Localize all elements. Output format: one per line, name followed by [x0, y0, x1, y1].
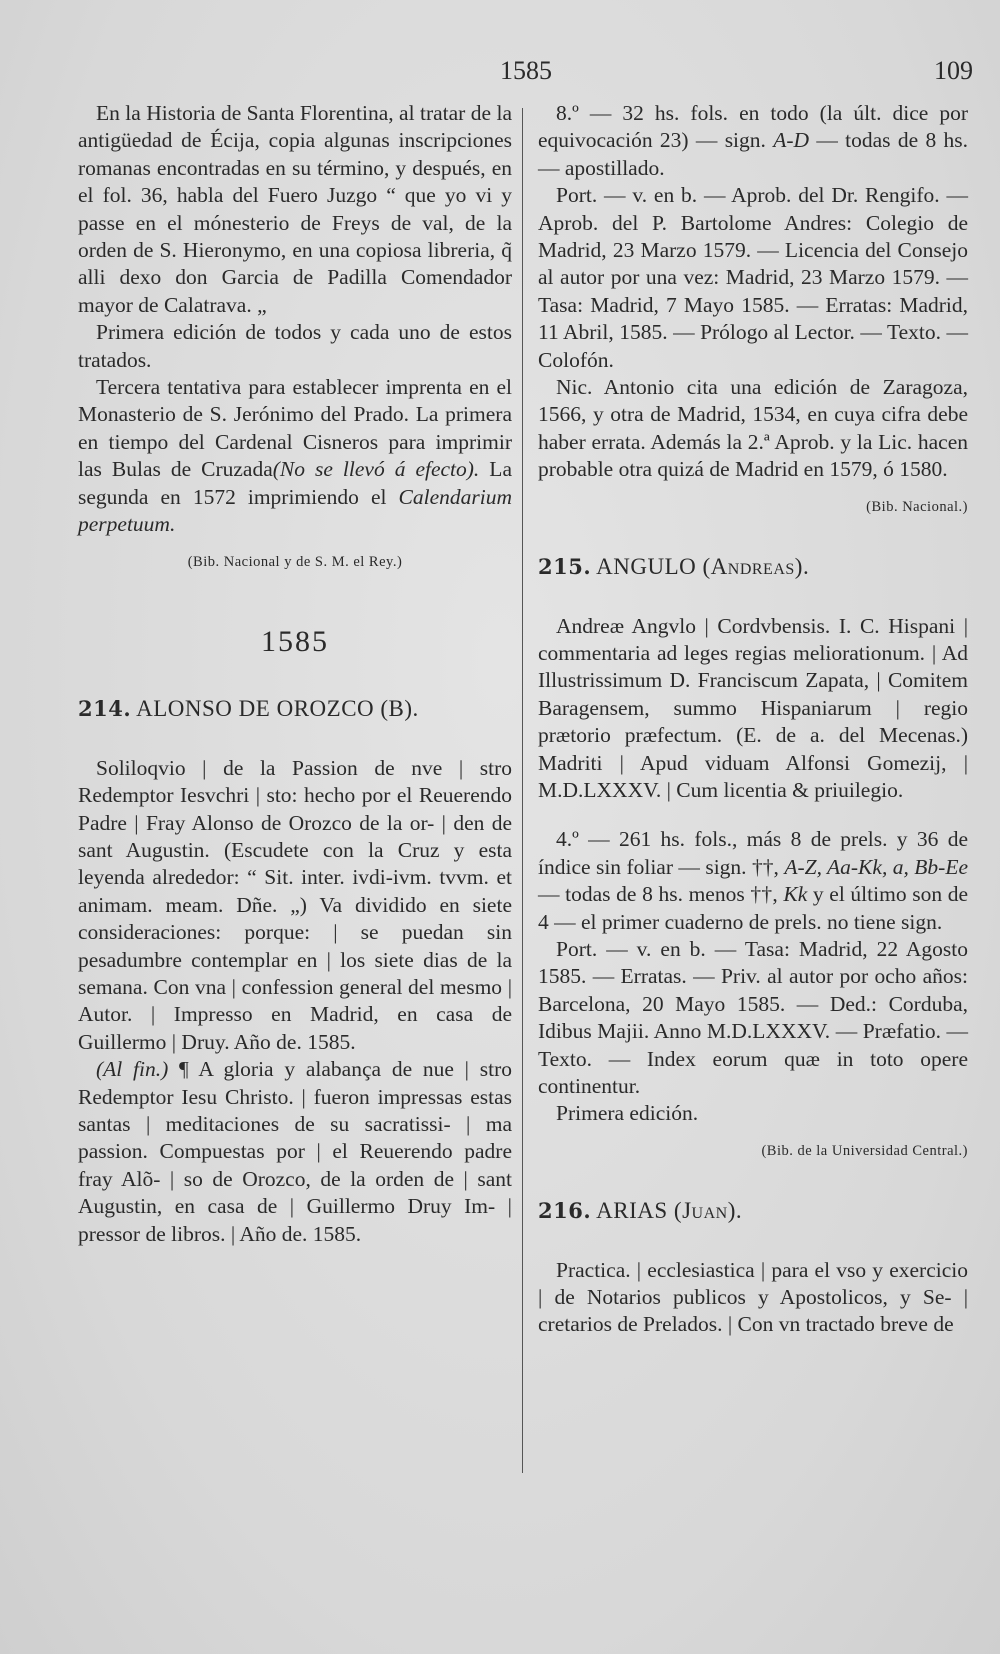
- entry-215-signature-kk: Kk: [783, 882, 808, 907]
- entry-215-collation-text-2: — todas de 8 hs. menos ††,: [538, 882, 784, 907]
- column-divider: [522, 108, 523, 1473]
- entry-216-author-close: ).: [727, 1198, 743, 1224]
- year-heading: 1585: [261, 624, 329, 658]
- entry-215-first-edition: Primera edición.: [556, 1101, 699, 1126]
- entry-216-title: Practica. | ecclesiastica | para el vso y exercicio | de Notarios publicos y Apostolicos, y Se- | cretarios de Prelados. | Con vn tractado breve de: [538, 1257, 968, 1337]
- entry-214-notes: Nic. Antonio cita una edición de Zaragoza, 1566, y otra de Madrid, 1534, en cuya cifra debe haber errata. Además la 2.ª Aprob. y la Lic. hacen probable otra quizá de Madrid en 1579, ó 1580.: [538, 375, 968, 482]
- entry-214-contents: Port. — v. en b. — Aprob. del Dr. Rengifo. — Aprob. del P. Bartolome Andres: Colegio de Madrid, 23 Marzo 1579. — Licencia del Consejo al autor por una vez: Madrid, 23 Marzo 1579. — Tasa: Madrid, 7 Mayo 1585. — Erratas: Madrid, 11 Abril, 1585. — Prólogo al Lector. — Texto. — Colofón.: [538, 183, 968, 372]
- library-note-3: (Bib. de la Universidad Central.): [761, 1142, 968, 1159]
- entry-215-contents: Port. — v. en b. — Tasa: Madrid, 22 Agosto 1585. — Erratas. — Priv. al autor por ocho años: Barcelona, 20 Mayo 1585. — Ded.: Corduba, Idibus Majii. Anno M.D.LXXXV. — Præfatio. — Texto. — Index eorum quæ in toto opere continentur.: [538, 936, 968, 1098]
- entry-216-author: [596, 1198, 742, 1223]
- entry-215-title: Andreæ Angvlo | Cordvbensis. I. C. Hispani | commentaria ad leges regias meliorationum. | Ad Illustrissimum D. Franciscum Zapata, | Comitem Baragensem, summo Hispaniarum | regio prætorio præfectum. (E. de a. del Mecenas.) Madriti | Apud viduam Alfonsi Gomezij, | M.D.LXXXV. | Cum licentia & priuilegio.: [538, 613, 968, 802]
- collation-text: 8.º — 32 hs. fols. en todo (la últ. dice por equivocación 23) — sign.: [538, 101, 968, 153]
- entry-214-collation: [538, 100, 968, 182]
- collation-signature: A-D: [773, 128, 810, 153]
- entry-214-author: ALONSO DE OROZCO (B).: [136, 696, 419, 722]
- entry-215-collation-text: 4.º — 261 hs. fols., más 8 de prels. y 36 de índice sin foliar — sign. ††,: [538, 827, 968, 879]
- entry-215-author: [596, 554, 809, 579]
- printing-attempt-paragraph: [78, 374, 512, 538]
- running-head-year: 1585: [500, 56, 552, 85]
- running-head: [0, 56, 1000, 92]
- left-column: [78, 100, 512, 1248]
- entry-216-author-surname: ARIAS (: [596, 1198, 683, 1224]
- first-edition-note: Primera edición de todos y cada uno de estos tratados.: [78, 320, 512, 372]
- florentina-paragraph: En la Historia de Santa Florentina, al tratar de la antigüedad de Écija, copia algunas inscripciones romanas encontradas en su término, y después, en el fol. 36, habla del Fuero Juzgo “ que yo vi y passe en el mónesterio de Freys de val, de la orden de S. Hieronymo, en una copiosa libreria, q̃ alli dexo don Garcia de Padilla Comendador mayor de Calatrava. „: [78, 101, 512, 317]
- entry-215-heading: [538, 553, 968, 580]
- colophon-text: ¶ A gloria y alabança de nue | stro Redemptor Iesu Christo. | fueron impressas estas santas | meditaciones de su sacratissi- | ma passion. Compuestas por | el Reuerendo padre fray Alõ- | so de Orozco, de la orden de | sant Augustin, en casa de | Guillermo Druy Im- | pressor de libros. | Año de. 1585.: [78, 1057, 513, 1246]
- right-column: [538, 100, 968, 1339]
- entry-214-heading: [78, 695, 512, 722]
- entry-215-number: 215.: [538, 554, 592, 580]
- entry-214-colophon: [78, 1056, 512, 1248]
- entry-214-title: Soliloqvio | de la Passion de nve | stro Redemptor Iesvchri | sto: hecho por el Reuerendo Padre | Fray Alonso de Orozco de la or- | den de sant Augustin. (Escudete con la Cruz y esta leyenda alrededor: “ Sit. inter. ivdi-ivm. tvvm. et animam. meam. Dñe. „) Va dividido en siete consideraciones: porque: | se puedan sin pesadumbre contemplar en | los siete dias de la semana. Con vna | confession general del mesmo | Autor. | Impresso en Madrid, en casa de Guillermo | Druy. Año de. 1585.: [78, 755, 512, 1054]
- printing-attempt-text-2: La segunda en 1572 imprimiendo el: [78, 457, 512, 509]
- entry-216-heading: [538, 1197, 968, 1224]
- entry-215-collation-text-3: y el último son de 4 — el primer cuaderno de prels. no tiene sign.: [538, 882, 968, 934]
- entry-214-number: 214.: [78, 696, 132, 722]
- entry-215-collation: [538, 826, 968, 936]
- colophon-label: (Al fin.): [96, 1057, 169, 1082]
- library-note-2: (Bib. Nacional.): [866, 498, 968, 515]
- collation-text-2: — todas de 8 hs. — apostillado.: [538, 128, 968, 180]
- library-note-1: (Bib. Nacional y de S. M. el Rey.): [187, 553, 403, 570]
- page-number: 109: [934, 56, 973, 85]
- entry-216-number: 216.: [538, 1198, 592, 1224]
- calendarium-title: Calendarium perpetuum.: [78, 484, 512, 537]
- entry-215-author-forename: Andreas: [710, 554, 795, 580]
- entry-215-signatures: A-Z, Aa-Kk, a, Bb-Ee: [784, 854, 968, 879]
- entry-216-author-forename: Juan: [682, 1198, 728, 1224]
- entry-215-author-surname: ANGULO (: [596, 554, 711, 580]
- printing-attempt-italic: (No se llevó á efecto).: [272, 457, 480, 482]
- printing-attempt-text: Tercera tentativa para establecer imprenta en el Monasterio de S. Jerónimo del Prado. La primera en tiempo del Cardenal Cisneros para imprimir las Bulas de Cruzada: [78, 375, 512, 482]
- entry-215-author-close: ).: [794, 554, 810, 580]
